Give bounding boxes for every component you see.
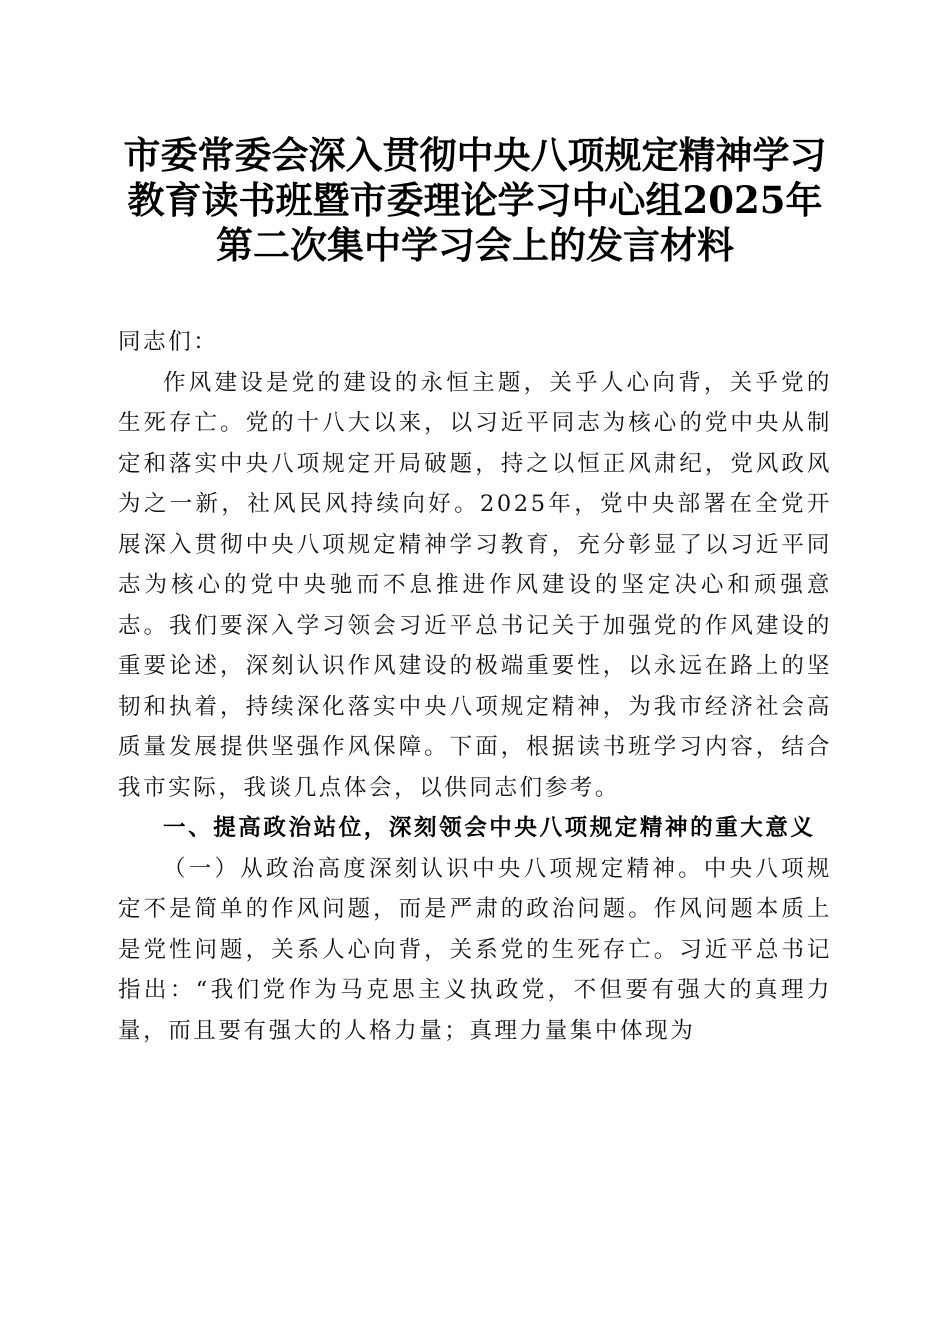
document-title: 市委常委会深入贯彻中央八项规定精神学习教育读书班暨市委理论学习中心组2025年第二次集中学习会上的发言材料	[123, 133, 827, 267]
section-heading: 一、提高政治站位，深刻领会中央八项规定精神的重大意义	[163, 815, 816, 841]
greeting: 同志们：	[118, 329, 219, 355]
intro-paragraph: 作风建设是党的建设的永恒主题，关乎人心向背，关乎党的生死存亡。党的十八大以来，以习近平同志为核心的党中央从制定和落实中央八项规定开局破题，持之以恒正风肃纪，党风政风为之一新，社风民风持续向好。2025年，党中央部署在全党开展深入贯彻中央八项规定精神学习教育，充分彰显了以习近平同志为核心的党中央驰而不息推进作风建设的坚定决心和顽强意志。我们要深入学习领会习近平总书记关于加强党的作风建设的重要论述，深刻认识作风建设的极端重要性，以永远在路上的坚韧和执着，持续深化落实中央八项规定精神，为我市经济社会高质量发展提供坚强作风保障。下面，根据读书班学习内容，结合我市实际，我谈几点体会，以供同志们参考。	[118, 369, 832, 801]
document-body	[118, 322, 832, 1051]
subsection-paragraph: （一）从政治高度深刻认识中央八项规定精神。中央八项规定不是简单的作风问题，而是严肃的政治问题。作风问题本质上是党性问题，关系人心向背，关系党的生死存亡。习近平总书记指出：“我们党作为马克思主义执政党，不但要有强大的真理力量，而且要有强大的人格力量；真理力量集中体现为	[118, 855, 832, 1044]
